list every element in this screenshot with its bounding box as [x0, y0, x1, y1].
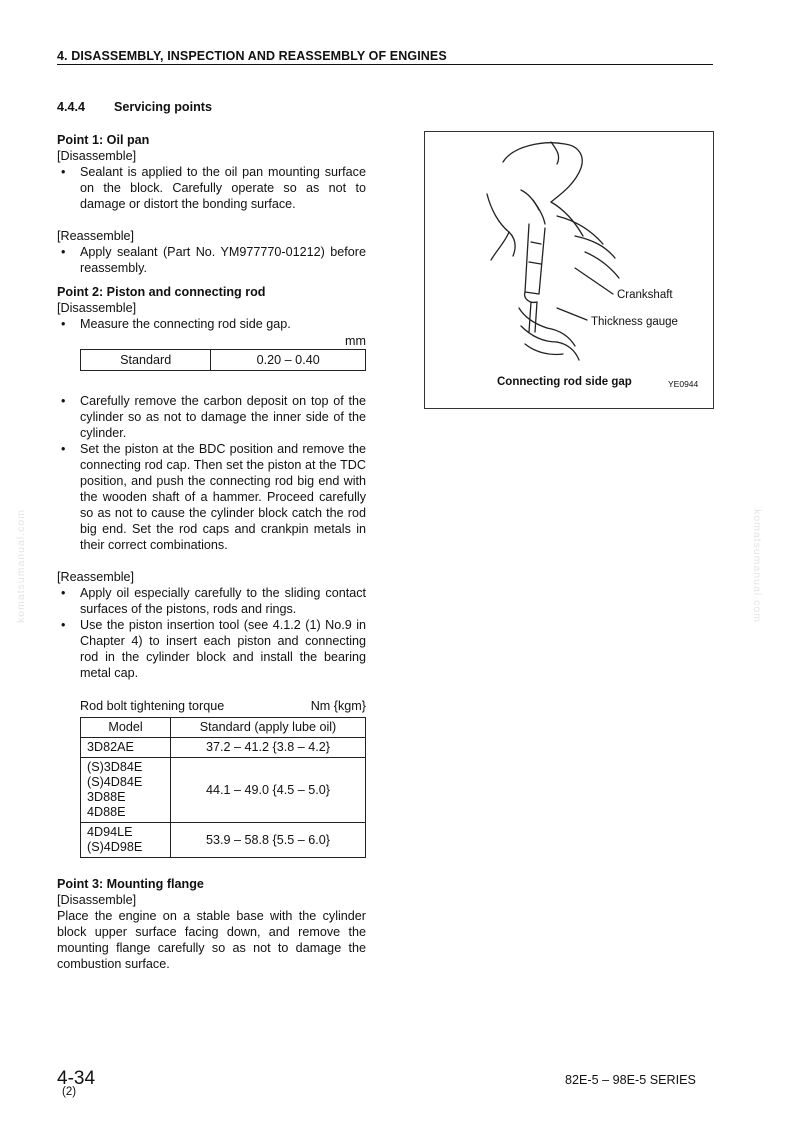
- torque-value-cell: 37.2 – 41.2 {3.8 – 4.2}: [171, 738, 366, 758]
- point1-title: Point 1: Oil pan: [57, 133, 150, 147]
- table-row: [81, 738, 366, 758]
- point3-text: Place the engine on a stable base with the cylinder block upper surface facing down, and remove the mounting flange carefully so as not to damage the combustion surface.: [57, 909, 366, 971]
- point1-disassemble-bullet: • Sealant is applied to the oil pan mounting surface on the block. Carefully operate so as not to damage or distort the bonding surface.: [57, 164, 366, 212]
- model-name: (S)4D98E: [87, 840, 143, 854]
- torque-table: [80, 717, 366, 858]
- side-gap-table: [80, 349, 366, 371]
- point3-title: Point 3: Mounting flange: [57, 877, 204, 891]
- page-number: 4-34: [57, 1068, 96, 1089]
- header-rule: [57, 64, 713, 65]
- point1-reassemble-bullet: • Apply sealant (Part No. YM977770-01212) before reassembly.: [57, 244, 366, 276]
- standard-unit: mm: [345, 334, 366, 348]
- watermark-left: komatsumanual.com: [14, 509, 27, 623]
- figure-box: [424, 131, 714, 409]
- section-title: Servicing points: [114, 100, 212, 114]
- point1-reassemble-label: [Reassemble]: [57, 229, 134, 243]
- model-name: 3D82AE: [87, 740, 134, 754]
- page-header: 4. DISASSEMBLY, INSPECTION AND REASSEMBLY OF ENGINES: [57, 49, 447, 63]
- model-cell: [81, 758, 171, 823]
- table-row: [81, 758, 366, 823]
- torque-value-cell: 53.9 – 58.8 {5.5 – 6.0}: [171, 823, 366, 858]
- watermark-right: komatsumanual.com: [750, 509, 763, 623]
- standard-label-cell: Standard: [81, 350, 211, 371]
- point2-title: Point 2: Piston and connecting rod: [57, 285, 266, 299]
- header-model: Model: [81, 718, 171, 738]
- figure-caption: Connecting rod side gap: [497, 376, 632, 388]
- table-row: [81, 823, 366, 858]
- model-name: (S)4D84E: [87, 775, 143, 789]
- model-name: 4D88E: [87, 805, 126, 819]
- point2-reassemble-tool: • Use the piston insertion tool (see 4.1.2 (1) No.9 in Chapter 4) to insert each piston and connecting rod in the cylinder block and install the bearing metal cap.: [57, 617, 366, 681]
- table-header-row: [81, 718, 366, 738]
- figure-label-thickness-gauge: Thickness gauge: [591, 316, 678, 328]
- torque-caption-row: [80, 698, 366, 714]
- point1-disassemble-label: [Disassemble]: [57, 149, 137, 163]
- model-name: (S)3D84E: [87, 760, 143, 774]
- point3-disassemble-label: [Disassemble]: [57, 893, 137, 907]
- point2-disassemble-label: [Disassemble]: [57, 301, 137, 315]
- torque-value-cell: 44.1 – 49.0 {4.5 – 5.0}: [171, 758, 366, 823]
- model-name: 3D88E: [87, 790, 126, 804]
- table-row: [81, 350, 366, 371]
- figure-code: YE0944: [668, 379, 699, 389]
- torque-caption: Rod bolt tightening torque: [80, 699, 225, 713]
- point2-reassemble-label: [Reassemble]: [57, 570, 134, 584]
- point2-reassemble-oil: • Apply oil especially carefully to the sliding contact surfaces of the pistons, rods and rings.: [57, 585, 366, 617]
- standard-value-cell: 0.20 – 0.40: [211, 350, 366, 371]
- point2-measure-bullet: • Measure the connecting rod side gap.: [57, 316, 366, 332]
- model-cell: [81, 738, 171, 758]
- model-name: 4D94LE: [87, 825, 133, 839]
- point2-bullet-carbon: • Carefully remove the carbon deposit on top of the cylinder so as not to damage the inner side of the cylinder.: [57, 393, 366, 441]
- section-heading: [57, 99, 366, 115]
- connecting-rod-illustration: [425, 132, 713, 408]
- header-standard: Standard (apply lube oil): [171, 718, 366, 738]
- figure-label-crankshaft: Crankshaft: [617, 289, 673, 301]
- series-label: 82E-5 – 98E-5 SERIES: [565, 1073, 696, 1087]
- point2-bullet-bdc: • Set the piston at the BDC position and remove the connecting rod cap. Then set the piston at the TDC position, and push the connecting rod big end with the wooden shaft of a hammer. Proceed carefully so as not to cause the cylinder block catch the rod big end. Set the rod caps and crankpin metals in their correct combinations.: [57, 441, 366, 553]
- page-revision: (2): [62, 1086, 77, 1098]
- content-column: [57, 99, 366, 972]
- section-number: 4.4.4: [57, 100, 86, 114]
- torque-unit: Nm {kgm}: [310, 699, 366, 713]
- model-cell: [81, 823, 171, 858]
